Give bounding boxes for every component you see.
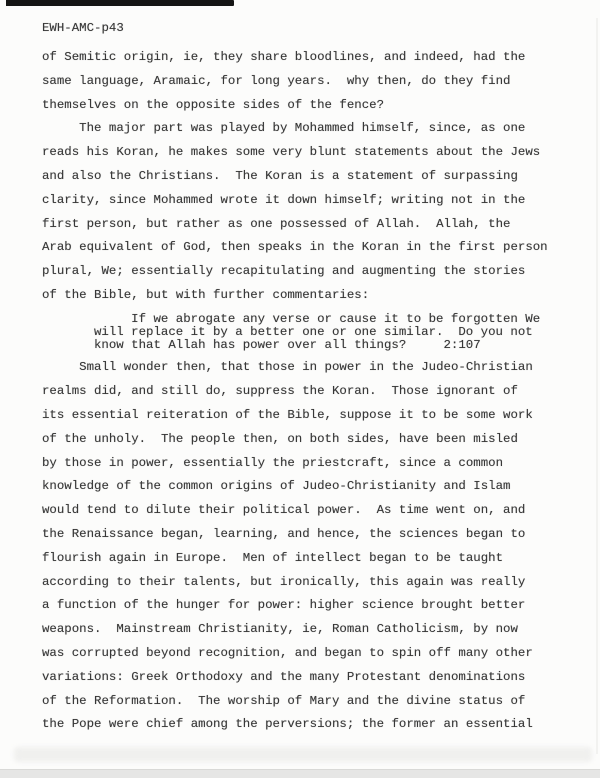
text-line: clarity, since Mohammed wrote it down himself; writing not in the <box>42 192 526 207</box>
text-line: knowledge of the common origins of Judeo-Christianity and Islam <box>42 479 511 494</box>
blockquote <box>42 313 587 353</box>
page-id-header: EWH-AMC-p43 <box>42 21 124 35</box>
scan-right-edge <box>596 18 598 754</box>
text-line: first person, but rather as one possessed of Allah. Allah, the <box>42 216 511 231</box>
text-line: would tend to dilute their political power. As time went on, and <box>42 503 526 518</box>
text-line: a function of the hunger for power: higher science brought better <box>42 598 526 613</box>
text-line: the Renaissance began, learning, and hence, the sciences began to <box>42 526 526 541</box>
text-line: will replace it by a better one or one similar. Do you not <box>94 324 533 339</box>
text-line: weapons. Mainstream Christianity, ie, Roman Catholicism, by now <box>42 622 518 637</box>
paragraph <box>42 356 587 737</box>
paragraph <box>42 117 587 307</box>
text-line: know that Allah has power over all things? 2:107 <box>94 338 481 353</box>
text-line: according to their talents, but ironically, this again was really <box>42 574 526 589</box>
text-line: was corrupted beyond recognition, and began to spin off many other <box>42 645 533 660</box>
text-line: its essential reiteration of the Bible, suppose it to be some work <box>42 407 533 422</box>
text-line: same language, Aramaic, for long years. why then, do they find <box>42 73 511 88</box>
text-line: The major part was played by Mohammed himself, since, as one <box>42 121 526 136</box>
text-line: the Pope were chief among the perversions; the former an essential <box>42 717 533 732</box>
text-line: variations: Greek Orthodoxy and the many Protestant denominations <box>42 669 526 684</box>
text-line: Small wonder then, that those in power in the Judeo-Christian <box>42 360 533 375</box>
text-line: plural, We; essentially recapitulating and augmenting the stories <box>42 264 526 279</box>
scan-artifact-top-bar <box>6 0 234 6</box>
text-line: Arab equivalent of God, then speaks in the Koran in the first person <box>42 240 548 255</box>
text-line: of the Bible, but with further commentaries: <box>42 287 370 302</box>
text-line: If we abrogate any verse or cause it to be forgotten We <box>94 311 541 326</box>
document-text <box>42 46 587 737</box>
text-line: themselves on the opposite sides of the fence? <box>42 97 385 112</box>
paragraph <box>42 46 587 117</box>
text-line: realms did, and still do, suppress the Koran. Those ignorant of <box>42 384 518 399</box>
page-bottom-edge <box>0 770 600 778</box>
text-line: reads his Koran, he makes some very blunt statements about the Jews <box>42 145 541 160</box>
text-line: of Semitic origin, ie, they share bloodlines, and indeed, had the <box>42 50 526 64</box>
text-line: by those in power, essentially the priestcraft, since a common <box>42 455 504 470</box>
text-line: of the unholy. The people then, on both sides, have been misled <box>42 431 518 446</box>
bleedthrough-artifact <box>14 747 592 762</box>
text-line: of the Reformation. The worship of Mary and the divine status of <box>42 693 526 708</box>
text-line: and also the Christians. The Koran is a statement of surpassing <box>42 168 518 183</box>
text-line: flourish again in Europe. Men of intellect began to be taught <box>42 550 504 565</box>
